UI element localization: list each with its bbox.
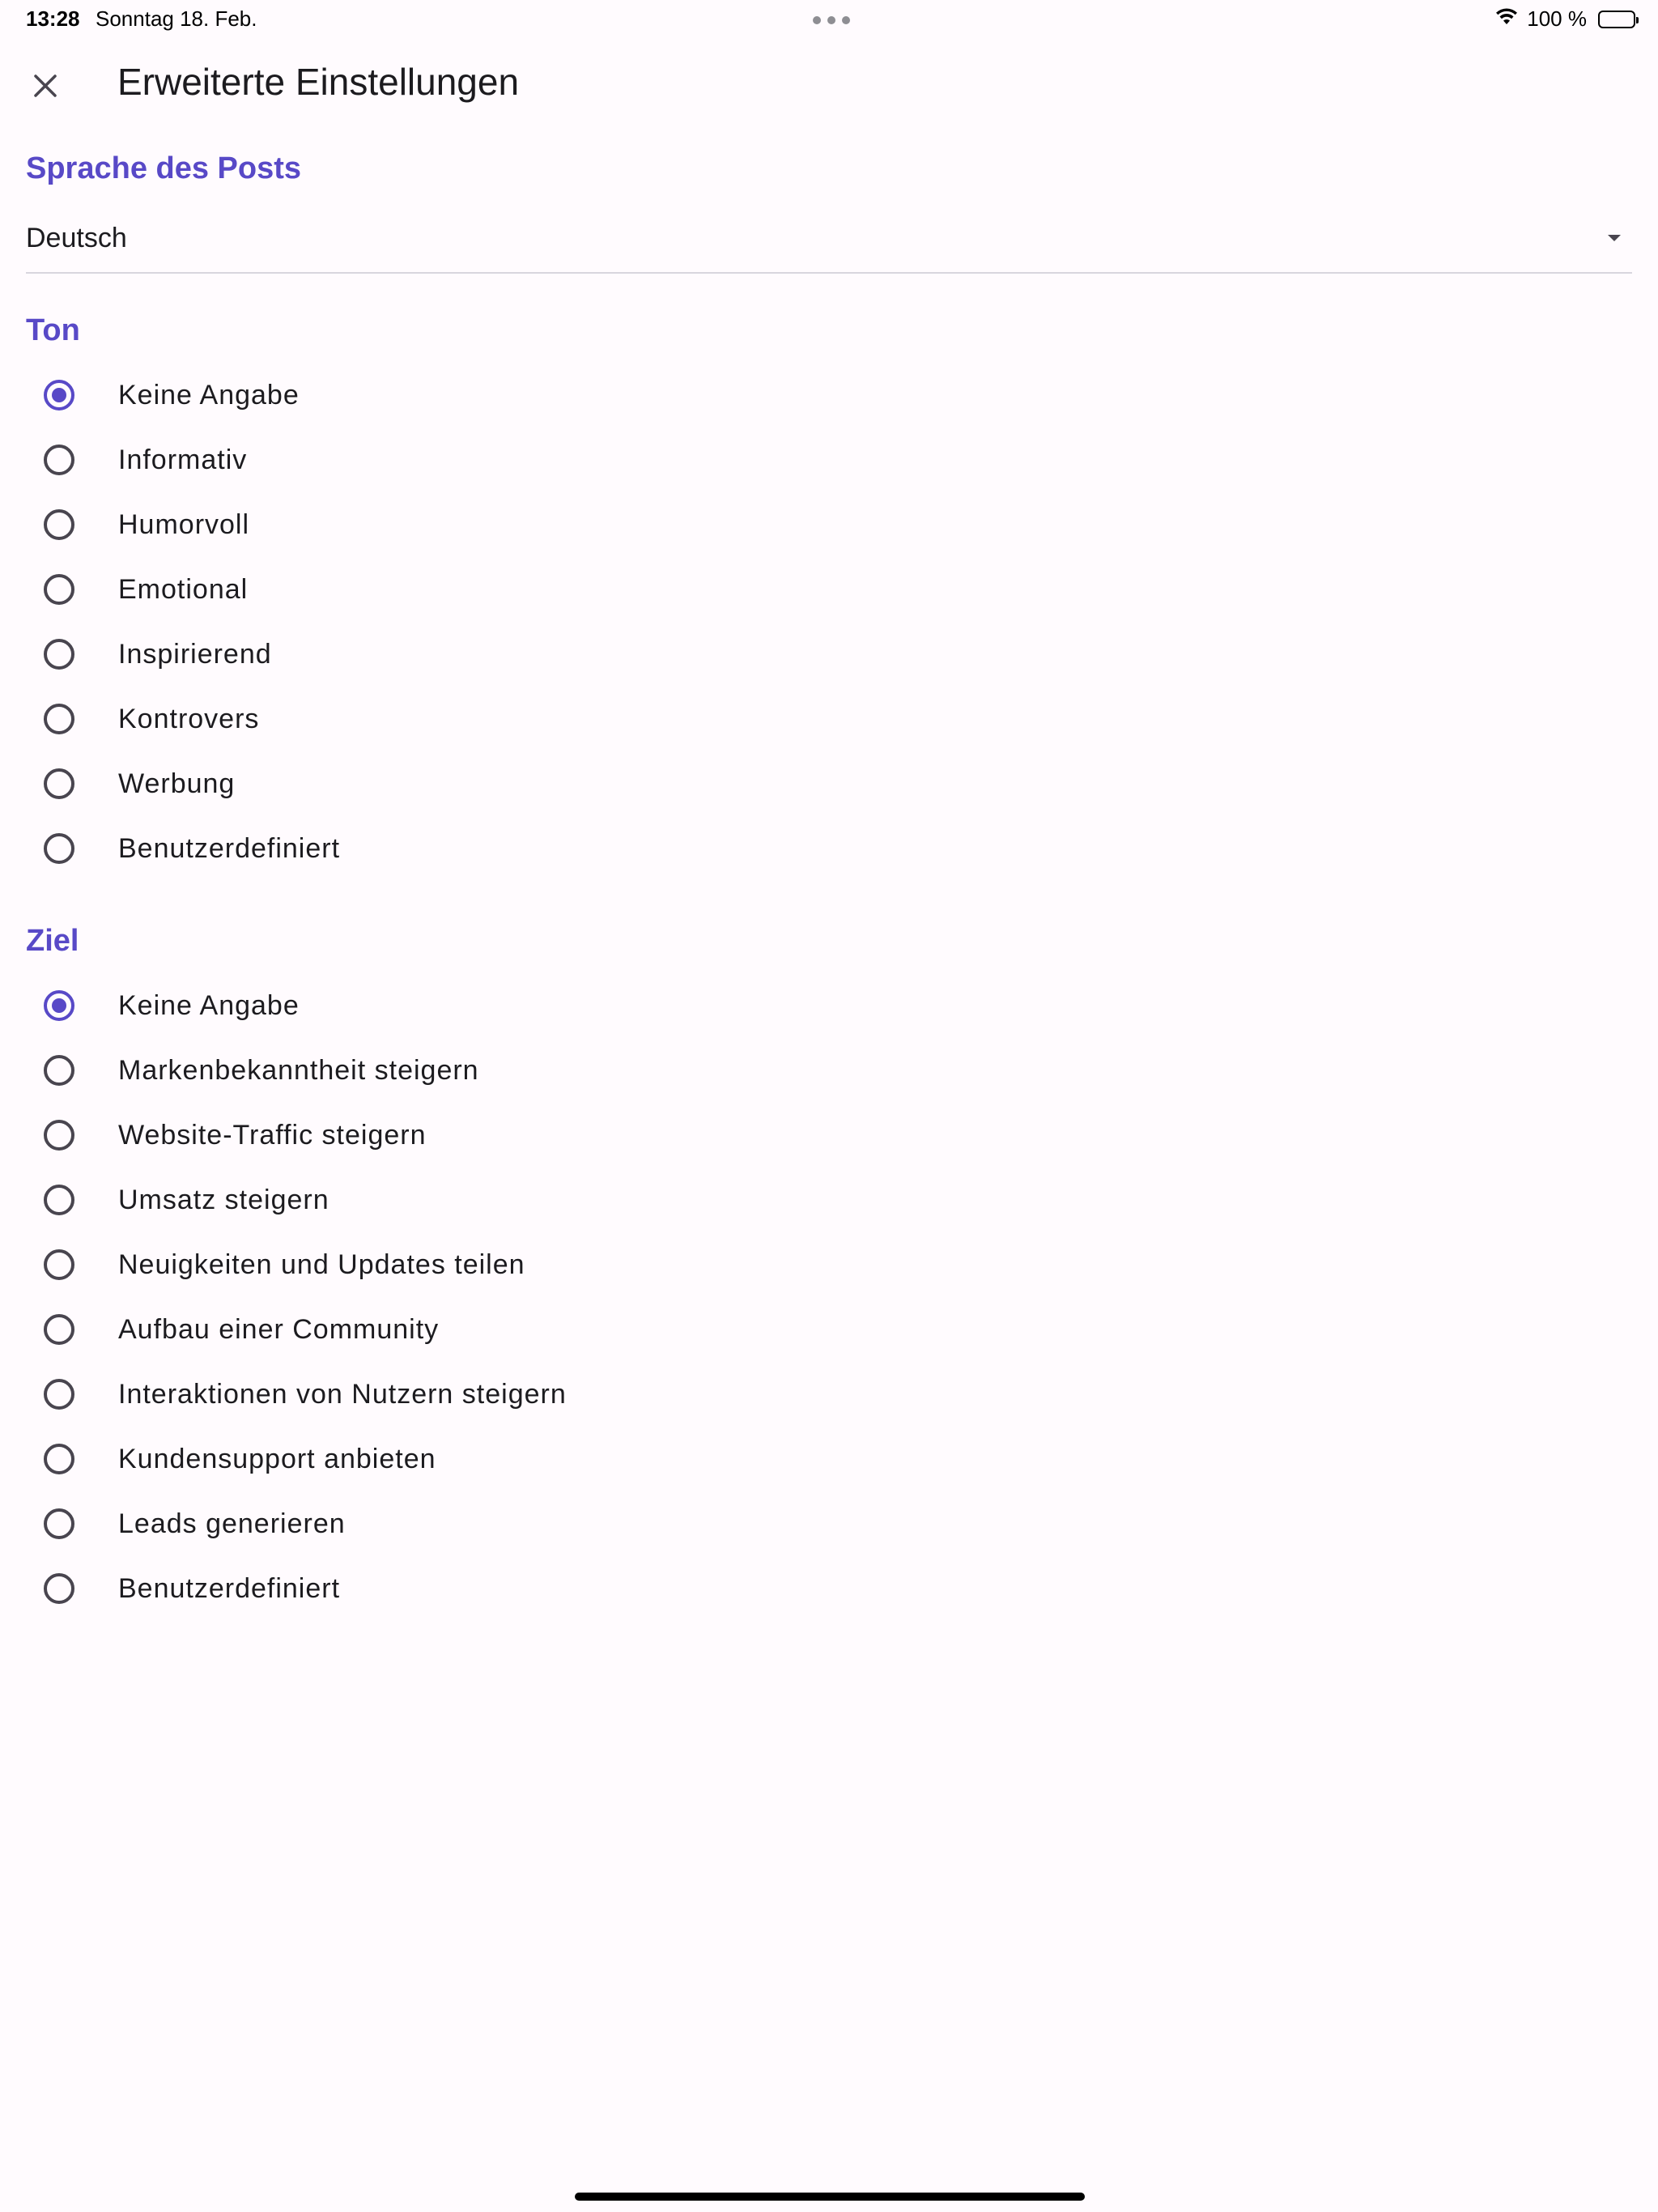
goal-option[interactable] [26,1362,1632,1427]
radio-unchecked-icon[interactable] [44,768,74,799]
goal-option[interactable] [26,1168,1632,1232]
goal-option-label: Neuigkeiten und Updates teilen [118,1249,525,1280]
tone-option-label: Keine Angabe [118,379,300,410]
goal-radio-group [26,973,1632,1621]
radio-checked-icon[interactable] [44,380,74,410]
wifi-icon [1494,6,1519,32]
goal-option-label: Website-Traffic steigern [118,1119,427,1151]
radio-unchecked-icon[interactable] [44,1249,74,1280]
language-dropdown[interactable] [26,211,1632,274]
goal-option-label: Keine Angabe [118,989,300,1021]
radio-unchecked-icon[interactable] [44,1120,74,1151]
radio-unchecked-icon[interactable] [44,1379,74,1410]
settings-content [26,146,1632,1621]
goal-option-label: Leads generieren [118,1508,346,1539]
multitasking-dots-icon[interactable] [813,16,850,24]
close-icon [32,73,58,103]
tone-option-label: Emotional [118,573,249,605]
tone-option-label: Benutzerdefiniert [118,832,341,864]
status-right [1494,6,1635,32]
radio-unchecked-icon[interactable] [44,639,74,670]
battery-icon [1598,11,1635,28]
tone-radio-group [26,363,1632,881]
goal-option-label: Kundensupport anbieten [118,1443,436,1474]
tone-option[interactable] [26,363,1632,428]
radio-unchecked-icon[interactable] [44,509,74,540]
radio-unchecked-icon[interactable] [44,574,74,605]
goal-option-label: Umsatz steigern [118,1184,329,1215]
radio-unchecked-icon[interactable] [44,1508,74,1539]
dropdown-arrow-icon [1608,235,1621,241]
tone-option-label: Kontrovers [118,703,260,734]
tone-section-title: Ton [26,313,80,347]
app-bar [0,52,1658,117]
radio-unchecked-icon[interactable] [44,704,74,734]
status-bar [0,0,1658,39]
page-title: Erweiterte Einstellungen [117,61,520,103]
goal-option[interactable] [26,1297,1632,1362]
tone-option-label: Humorvoll [118,508,250,540]
battery-percentage: 100 % [1527,6,1587,31]
tone-option[interactable] [26,622,1632,687]
goal-option[interactable] [26,1491,1632,1556]
goal-option-label: Markenbekanntheit steigern [118,1054,479,1086]
tone-option[interactable] [26,557,1632,622]
goal-option[interactable] [26,1556,1632,1621]
radio-unchecked-icon[interactable] [44,445,74,475]
radio-unchecked-icon[interactable] [44,833,74,864]
tone-option[interactable] [26,816,1632,881]
goal-option[interactable] [26,1038,1632,1103]
radio-unchecked-icon[interactable] [44,1185,74,1215]
radio-unchecked-icon[interactable] [44,1055,74,1086]
goal-section-title: Ziel [26,924,79,958]
close-button[interactable] [19,62,71,113]
tone-option-label: Werbung [118,768,236,799]
tone-option[interactable] [26,492,1632,557]
goal-option-label: Interaktionen von Nutzern steigern [118,1378,567,1410]
language-section-title: Sprache des Posts [26,151,302,185]
radio-checked-icon[interactable] [44,990,74,1021]
goal-option[interactable] [26,973,1632,1038]
goal-option[interactable] [26,1103,1632,1168]
status-time: 13:28 [26,6,80,31]
tone-option-label: Inspirierend [118,638,272,670]
goal-option[interactable] [26,1232,1632,1297]
goal-option[interactable] [26,1427,1632,1491]
radio-unchecked-icon[interactable] [44,1444,74,1474]
tone-option-label: Informativ [118,444,248,475]
home-indicator[interactable] [575,2193,1085,2201]
tone-option[interactable] [26,751,1632,816]
goal-option-label: Aufbau einer Community [118,1313,440,1345]
radio-unchecked-icon[interactable] [44,1314,74,1345]
tone-option[interactable] [26,687,1632,751]
radio-unchecked-icon[interactable] [44,1573,74,1604]
status-date: Sonntag 18. Feb. [96,6,257,31]
goal-option-label: Benutzerdefiniert [118,1572,341,1604]
language-dropdown-value: Deutsch [26,222,127,253]
tone-option[interactable] [26,428,1632,492]
